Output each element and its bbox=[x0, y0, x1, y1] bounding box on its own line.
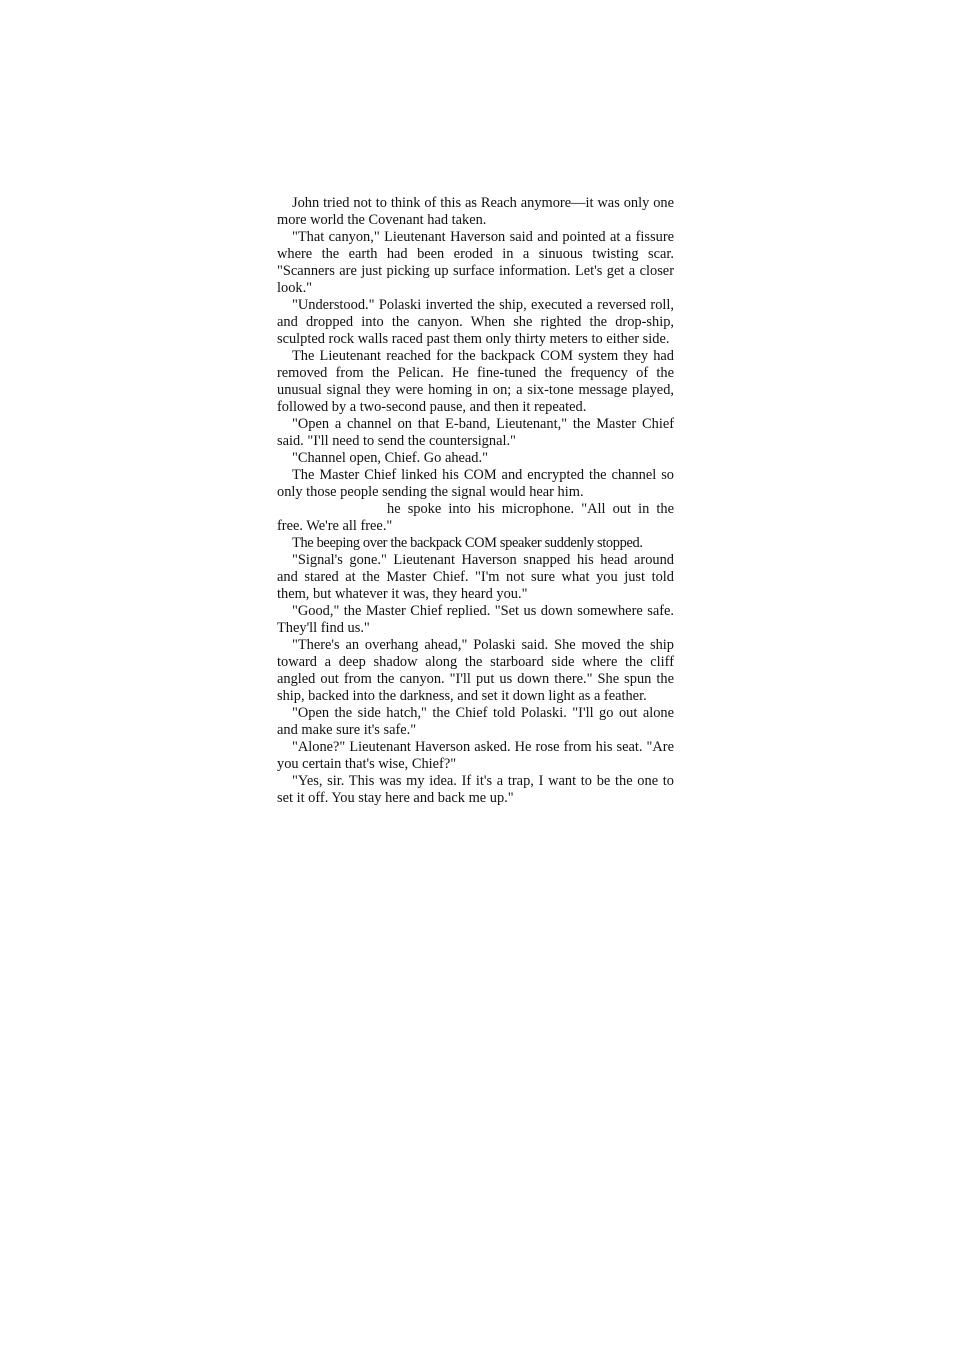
paragraph: "Open a channel on that E-band, Lieutenant," the Master Chief said. "I'll need to send the countersignal." bbox=[277, 416, 674, 449]
paragraph: The Master Chief linked his COM and encrypted the channel so only those people sending the signal would hear him. bbox=[277, 467, 674, 500]
paragraph: The Lieutenant reached for the backpack COM system they had removed from the Pelican. He fine-tuned the frequency of the unusual signal they were homing in on; a six-tone message played, followed by a two-second pause, and then it repeated. bbox=[277, 348, 674, 415]
paragraph: "Good," the Master Chief replied. "Set us down somewhere safe. They'll find us." bbox=[277, 603, 674, 636]
paragraph: "Understood." Polaski inverted the ship, executed a reversed roll, and dropped into the canyon. When she righted the drop-ship, sculpted rock walls raced past them only thirty meters to either side. bbox=[277, 297, 674, 347]
paragraph: "Channel open, Chief. Go ahead." bbox=[292, 450, 488, 466]
paragraph: "Yes, sir. This was my idea. If it's a trap, I want to be the one to set it off. You stay here and back me up." bbox=[277, 773, 674, 806]
paragraph: "Alone?" Lieutenant Haverson asked. He rose from his seat. "Are you certain that's wise, Chief?" bbox=[277, 739, 674, 772]
paragraph: "Signal's gone." Lieutenant Haverson snapped his head around and stared at the Master Chief. "I'm not sure what you just told them, but whatever it was, they heard you." bbox=[277, 552, 674, 602]
paragraph: John tried not to think of this as Reach anymore—it was only one more world the Covenant had taken. bbox=[277, 195, 674, 228]
paragraph: "Open the side hatch," the Chief told Polaski. "I'll go out alone and make sure it's safe." bbox=[277, 705, 674, 738]
paragraph-with-gap bbox=[277, 501, 674, 535]
paragraph-text: he spoke into his microphone. "All out in the free. We're all free." bbox=[277, 501, 674, 534]
paragraph: "There's an overhang ahead," Polaski said. She moved the ship toward a deep shadow along the starboard side where the cliff angled out from the canyon. "I'll put us down there." She spun the ship, backed into the darkness, and set it down light as a feather. bbox=[277, 637, 674, 704]
paragraph: "That canyon," Lieutenant Haverson said and pointed at a fissure where the earth had been eroded in a sinuous twisting scar. "Scanners are just picking up surface information. Let's get a closer look." bbox=[277, 229, 674, 296]
page-body bbox=[277, 195, 674, 807]
paragraph: The beeping over the backpack COM speaker suddenly stopped. bbox=[292, 535, 643, 551]
